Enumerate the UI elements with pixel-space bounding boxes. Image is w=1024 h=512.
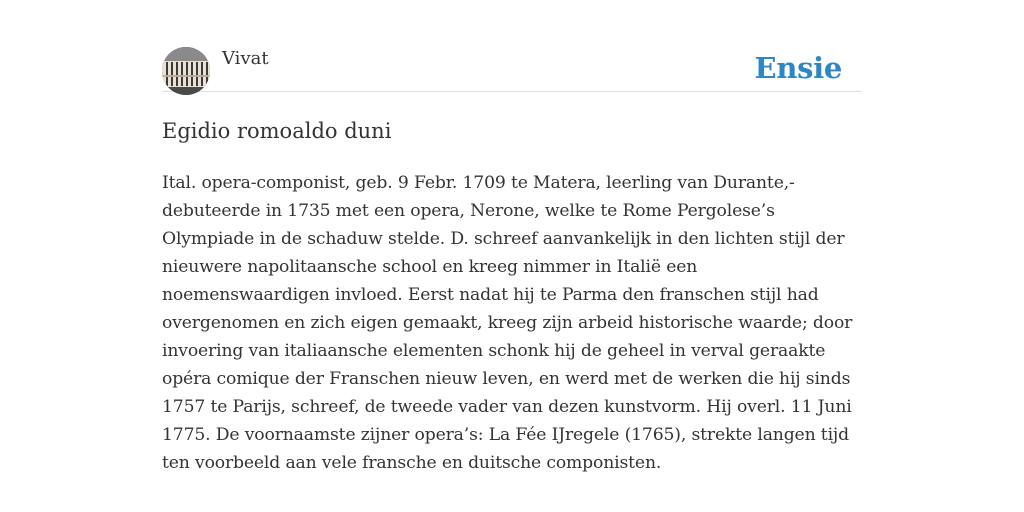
entry-header: [162, 44, 862, 92]
entry-card: [162, 44, 862, 473]
entry-title: Egidio romoaldo duni: [162, 119, 392, 143]
author-avatar[interactable]: [162, 47, 210, 95]
entry-body: Ital. opera-componist, geb. 9 Febr. 1709 te Matera, leerling van Durante,- debuteerde in 1735 met een opera, Nerone, welke te Rome Pergolese’s Olympiade in de schaduw stelde. D. schreef aanvankelijk in den lichten stijl der nieuwere napolitaansche school en kreeg nimmer in Italië een noemenswaardigen invloed. Eerst nadat hij te Parma den franschen stijl had overgenomen en zich eigen gemaakt, kreeg zijn arbeid historische waarde; door invoering van italiaansche elementen schonk hij de geheel in verval geraakte opéra comique der Franschen nieuw leven, en werd met de werken die hij sinds 1757 te Parijs, schreef, de tweede vader van dezen kunstvorm. Hij overl. 11 Juni 1775. De voornaamste zijner opera’s: La Fée IJregele (1765), strekte langen tijd ten voorbeeld aan vele fransche en duitsche componisten.: [162, 173, 853, 473]
bookshelf-avatar-icon: [162, 47, 210, 95]
brand-logo[interactable]: Ensie: [754, 51, 842, 85]
author-name[interactable]: Vivat: [222, 48, 269, 69]
